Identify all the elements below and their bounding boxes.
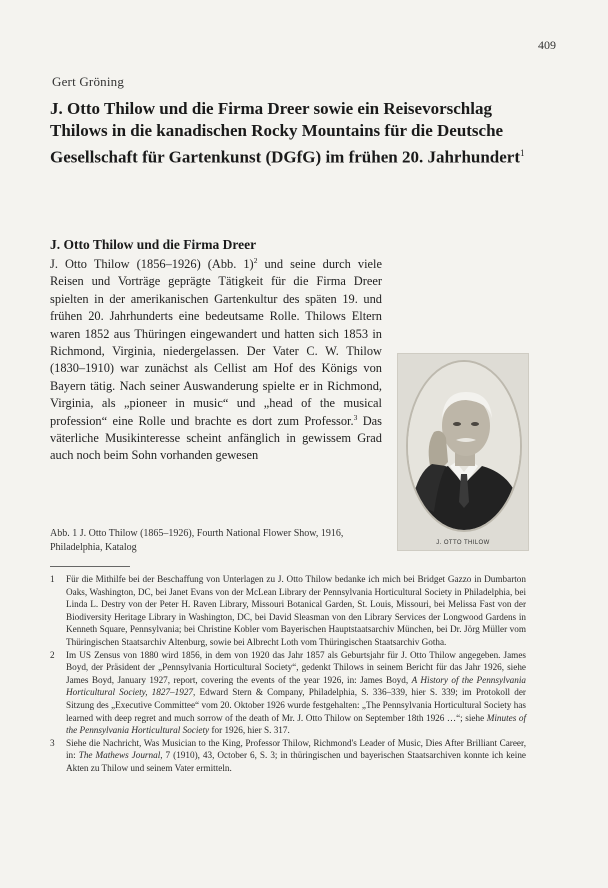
footnote-text: Für die Mithilfe bei der Beschaffung von Unterlagen zu J. Otto Thilow bedanke ich mich bei Bridget Gazzo in Dumbarton Oaks, Washington, DC, bei Janet Evans von der McLean Library der Pennsylvania Horticultural Society in Philadelphia, bei Linda L. Destry von der Peter H. Raven Library, Missouri Botanical Garden, St. Louis, Missouri, bei Melissa Fast von der Biodiversity Heritage Library in Washington, DC, bei David Sleasman von den Library Services der Longwood Gardens in Kenneth Square, Pennsylvania; bei Christine Kobler vom Bayerischen Hauptstaatsarchiv München, bei Dr. Jörg Müller vom Thüringischen Staatsarchiv Altenburg, sowie bei Albrecht Loth vom Thüringischen Staatsarchiv Gotha. <box>66 574 526 647</box>
footnote-number: 2 <box>50 649 55 660</box>
author-name: Gert Gröning <box>52 74 125 89</box>
title-text: J. Otto Thilow und die Firma Dreer sowie ein Reisevorschlag Thilows in die kanadischen Rocky Mountains für die Deutsche Gesellschaft für Gartenkunst (DGfG) im frühen 20. Jahrhundert <box>50 99 521 167</box>
article-title <box>50 98 550 169</box>
footnote-number: 3 <box>50 737 55 748</box>
footnote-2: 2 Im US Zensus von 1880 wird 1856, in dem von 1920 das Jahr 1857 als Geburtsjahr für J. Otto Thilow angegeben. James Boyd, der Präsident der „Pennsylvania Horticultural Society“, gedenkt Thilows in seinem Bericht für das Jahr 1926, siehe James Boyd, January 1927, report, covering the events of the year 1926, in: James Boyd, A History of the Pennsylvania Horticultural Society, 1827–1927, Edward Stern & Company, Philadelphia, S. 336–339, hier S. 339; im Protokoll der Sitzung des „Executive Committee“ vom 20. Oktober 1926 wurde festgehalten: „The Pennsylvania Horticultural Society has learned with deep regret and much sorrow of the death of Mr. J. Otto Thilow on September 18th 1926 …“; siehe Minutes of the Pennsylvania Horticultural Society for 1926, hier S. 317. <box>50 649 526 736</box>
section-heading: J. Otto Thilow und die Firma Dreer <box>50 237 257 252</box>
portrait-oval <box>406 360 522 532</box>
book-title: Minutes of the Pennsylvania Horticultural Society <box>66 712 526 736</box>
footnote-ref[interactable]: 2 <box>253 255 258 265</box>
page-number: 409 <box>538 38 556 52</box>
journal-title: The Mathews Journal <box>78 750 161 761</box>
portrait-photo <box>397 353 529 551</box>
footnote-3: 3 Siehe die Nachricht, Was Musician to the King, Professor Thilow, Richmond's Leader of Music, Dies After Brilliant Career, in: The Mathews Journal, 7 (1910), 43, October 6, S. 3; in thüringischen und bayerischen Staatsarchiven konnte ich keine Akten zu Thilow und seinem Vater ermitteln. <box>50 737 526 773</box>
portrait-illustration <box>408 362 520 530</box>
title-footnote-ref[interactable]: 1 <box>520 148 525 158</box>
figure-caption: Abb. 1 J. Otto Thilow (1865–1926), Fourth National Flower Show, 1916, Philadelphia, Katalog <box>50 528 344 553</box>
paragraph: J. Otto Thilow (1856–1926) (Abb. 1)$^2$ und seine durch viele Reisen und Vorträge geprägte Tätigkeit für die Firma Dreer spielten in der amerikanischen Gartenkultur des späten 19. und frühen 20. Jahrhunderts eine bedeutsame Rolle. Thilows Eltern waren 1852 aus Thüringen eingewandert und hatten sich 1853 in Richmond, Virginia, niedergelassen. Der Vater C. W. Thilow (1830–1910) war zunächst als Cellist am Hof des Königs von Bayern tätig. Nach seiner Auswanderung spielte er in Richmond, Virginia, als „pioneer in music“ und „head of the musical profession“ eine Rolle und brachte es dort zum Professor.$^3$ Das väterliche Musikinteresse scheint anfänglich in gewissem Grad auch noch beim Sohn vorhanden gewesen <box>50 255 382 463</box>
book-title: A History of the Pennsylvania Horticultural Society, 1827–1927 <box>66 674 526 698</box>
footnote-divider <box>50 566 130 567</box>
footnote-number: 1 <box>50 574 55 584</box>
footnote-1 <box>50 573 526 649</box>
footnote-ref[interactable]: 3 <box>353 412 358 422</box>
photo-label: J. OTTO THILOW <box>436 540 490 546</box>
footnotes <box>50 573 526 775</box>
